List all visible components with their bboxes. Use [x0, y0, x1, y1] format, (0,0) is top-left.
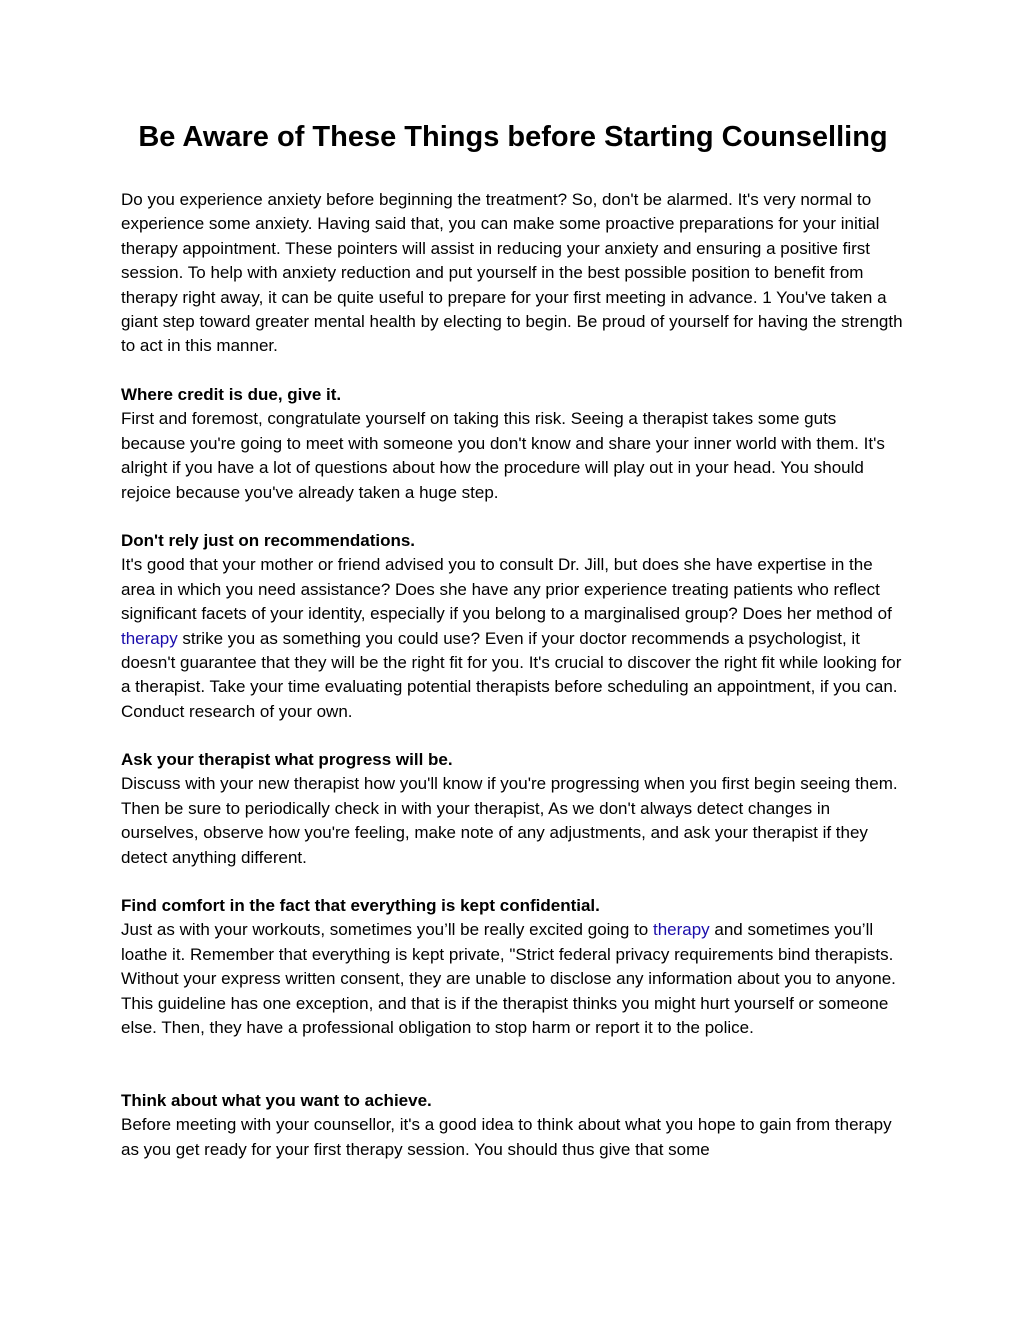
- section-heading: Think about what you want to achieve.: [121, 1091, 432, 1110]
- section-confidential: [121, 894, 905, 1040]
- section-body: Before meeting with your counsellor, it's a good idea to think about what you hope to gain from therapy as you get ready for your first therapy session. You should thus give that some: [121, 1115, 892, 1159]
- document-title: Be Aware of These Things before Starting Counselling: [138, 121, 888, 153]
- intro-paragraph: Do you experience anxiety before beginning the treatment? So, don't be alarmed. It's very normal to experience some anxiety. Having said that, you can make some proactive preparations for your initial therapy appointment. These pointers will assist in reducing your anxiety and ensuring a positive first session. To help with anxiety reduction and put yourself in the best possible position to benefit from therapy right away, it can be quite useful to prepare for your first meeting in advance. 1 You've taken a giant step toward greater mental health by electing to begin. Be proud of yourself for having the strength to act in this manner.: [121, 190, 903, 356]
- section-heading: Don't rely just on recommendations.: [121, 531, 416, 550]
- section-recommendations: [121, 529, 905, 724]
- section-body-before-link: It's good that your mother or friend advised you to consult Dr. Jill, but does she have expertise in the area in which you need assistance? Does she have any prior experience treating patients who reflect significant facets of your identity, especially if you belong to a marginalised group? Does her method of: [121, 555, 892, 624]
- therapy-link[interactable]: therapy: [121, 628, 178, 648]
- section-heading: Ask your therapist what progress will be.: [121, 750, 453, 769]
- section-body-after-link: strike you as something you could use? Even if your doctor recommends a psychologist, it doesn't guarantee that they will be the right fit for you. It's crucial to discover the right fit while looking for a therapist. Take your time evaluating potential therapists before scheduling an appointment, if you can. Conduct research of your own.: [121, 628, 902, 721]
- section-body: Discuss with your new therapist how you'll know if you're progressing when you first begin seeing them. Then be sure to periodically check in with your therapist, As we don't always detect changes in ourselves, observe how you're feeling, make note of any adjustments, and ask your therapist if they detect anything different.: [121, 774, 898, 867]
- section-heading: Where credit is due, give it.: [121, 385, 342, 404]
- section-progress: [121, 748, 905, 870]
- section-body-before-link: Just as with your workouts, sometimes you’ll be really excited going to: [121, 920, 653, 940]
- therapy-link[interactable]: therapy: [652, 920, 710, 940]
- section-body: First and foremost, congratulate yourself on taking this risk. Seeing a therapist takes some guts because you're going to meet with someone you don't know and share your inner world with them. It's alright if you have a lot of questions about how the procedure will play out in your head. You should rejoice because you've already taken a huge step.: [121, 409, 885, 502]
- section-heading: Find comfort in the fact that everything is kept confidential.: [121, 896, 600, 915]
- section-credit: [121, 383, 905, 505]
- section-body-after-link: and sometimes you’ll loathe it. Remember that everything is kept private, "Strict federal privacy requirements bind therapists. Without your express written consent, they are unable to disclose any information about you to anyone. This guideline has one exception, and that is if the therapist thinks you might hurt yourself or someone else. Then, they have a professional obligation to stop harm or report it to the police.: [121, 920, 896, 1038]
- section-achieve: [121, 1089, 905, 1162]
